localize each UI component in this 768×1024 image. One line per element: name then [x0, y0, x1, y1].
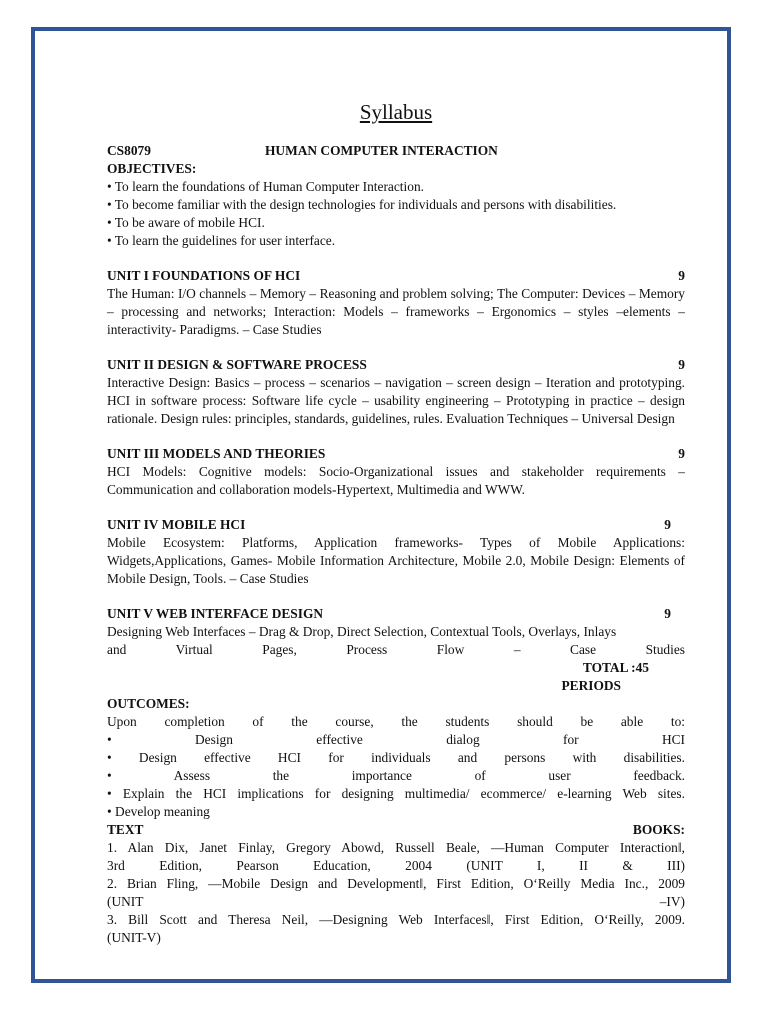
- text-books-heading: [107, 821, 685, 839]
- unit-title: UNIT V WEB INTERFACE DESIGN: [107, 606, 324, 621]
- book-entry-line: (UNIT-V): [107, 930, 161, 945]
- unit-body: Mobile Ecosystem: Platforms, Application frameworks- Types of Mobile Applications: Widgets,Applications, Games- Mobile Information Architecture, Mobile 2.0, Mobile Design: Elements of Mobile Design, Tools. – Case Studies: [107, 535, 685, 586]
- unit-3: [107, 445, 685, 499]
- course-name: HUMAN COMPUTER INTERACTION: [265, 143, 498, 158]
- unit-hours: 9: [678, 357, 685, 372]
- unit-title: UNIT III MODELS AND THEORIES: [107, 446, 326, 461]
- outcome-item: • Assess the importance of user feedback.: [107, 768, 685, 783]
- course-code: CS8079: [107, 143, 151, 158]
- syllabus-document: [107, 98, 685, 947]
- course-header: [107, 142, 685, 160]
- book-entry-line: 3rd Edition, Pearson Education, 2004 (UNIT I, II & III): [107, 858, 685, 873]
- unit-hours: 9: [678, 268, 685, 283]
- unit-heading: [107, 267, 685, 285]
- book-entry-line: 1. Alan Dix, Janet Finlay, Gregory Abowd, Russell Beale, ―Human Computer Interaction‖,: [107, 840, 685, 855]
- total-hours: TOTAL :45: [582, 660, 649, 675]
- unit-body: The Human: I/O channels – Memory – Reasoning and problem solving; The Computer: Devices – Memory – processing and networks; Interaction: Models – frameworks – Ergonomics – styles –elements – interactivity- Paradigms. – Case Studies: [107, 286, 685, 337]
- unit-hours: 9: [664, 606, 671, 621]
- book-entry-line: 2. Brian Fling, ―Mobile Design and Development‖, First Edition, O‘Reilly Media Inc., 2009: [107, 876, 685, 891]
- unit-title: UNIT IV MOBILE HCI: [107, 517, 246, 532]
- text-books-heading-right: BOOKS:: [632, 822, 685, 837]
- unit-2: [107, 356, 685, 428]
- unit-title: UNIT I FOUNDATIONS OF HCI: [107, 268, 301, 283]
- unit-hours: 9: [664, 517, 671, 532]
- unit-body-line: and Virtual Pages, Process Flow – Case Studies: [107, 642, 685, 657]
- objectives-heading: OBJECTIVES:: [107, 161, 197, 176]
- unit-5: [107, 605, 685, 659]
- book-entry-line: 3. Bill Scott and Theresa Neil, ―Designing Web Interfaces‖, First Edition, O‘Reilly, 2009.: [107, 912, 685, 927]
- unit-body-line: Designing Web Interfaces – Drag & Drop, Direct Selection, Contextual Tools, Overlays, Inlays: [107, 624, 617, 639]
- outcomes-heading: OUTCOMES:: [107, 696, 190, 711]
- page-title: Syllabus: [359, 100, 433, 124]
- outcome-item: • Design effective HCI for individuals and persons with disabilities.: [107, 750, 685, 765]
- objective-item: • To be aware of mobile HCI.: [107, 215, 265, 230]
- text-books-heading-left: TEXT: [107, 822, 144, 837]
- unit-heading: [107, 516, 685, 534]
- total-periods: PERIODS: [561, 678, 621, 693]
- unit-hours: 9: [678, 446, 685, 461]
- objective-item: • To become familiar with the design technologies for individuals and persons with disabilities.: [107, 197, 617, 212]
- objective-item: • To learn the guidelines for user interface.: [107, 233, 336, 248]
- outcome-item: • Design effective dialog for HCI: [107, 732, 685, 747]
- unit-heading: [107, 605, 685, 623]
- outcome-item: • Explain the HCI implications for designing multimedia/ ecommerce/ e-learning Web sites.: [107, 786, 685, 801]
- unit-body: Interactive Design: Basics – process – scenarios – navigation – screen design – Iteration and prototyping. HCI in software process: Software life cycle – usability engineering – Prototyping in practice – design rationale. Design rules: principles, standards, guidelines, rules. Evaluation Techniques – Universal Design: [107, 375, 685, 426]
- unit-title: UNIT II DESIGN & SOFTWARE PROCESS: [107, 357, 367, 372]
- unit-body: HCI Models: Cognitive models: Socio-Organizational issues and stakeholder requirements – Communication and collaboration models-Hypertext, Multimedia and WWW.: [107, 464, 685, 497]
- outcome-item: • Develop meaning: [107, 804, 210, 819]
- unit-heading: [107, 445, 685, 463]
- unit-heading: [107, 356, 685, 374]
- unit-4: [107, 516, 685, 588]
- objective-item: • To learn the foundations of Human Computer Interaction.: [107, 179, 424, 194]
- book-entry-line: (UNIT –IV): [107, 894, 685, 909]
- unit-1: [107, 267, 685, 339]
- outcomes-intro: Upon completion of the course, the students should be able to:: [107, 714, 685, 729]
